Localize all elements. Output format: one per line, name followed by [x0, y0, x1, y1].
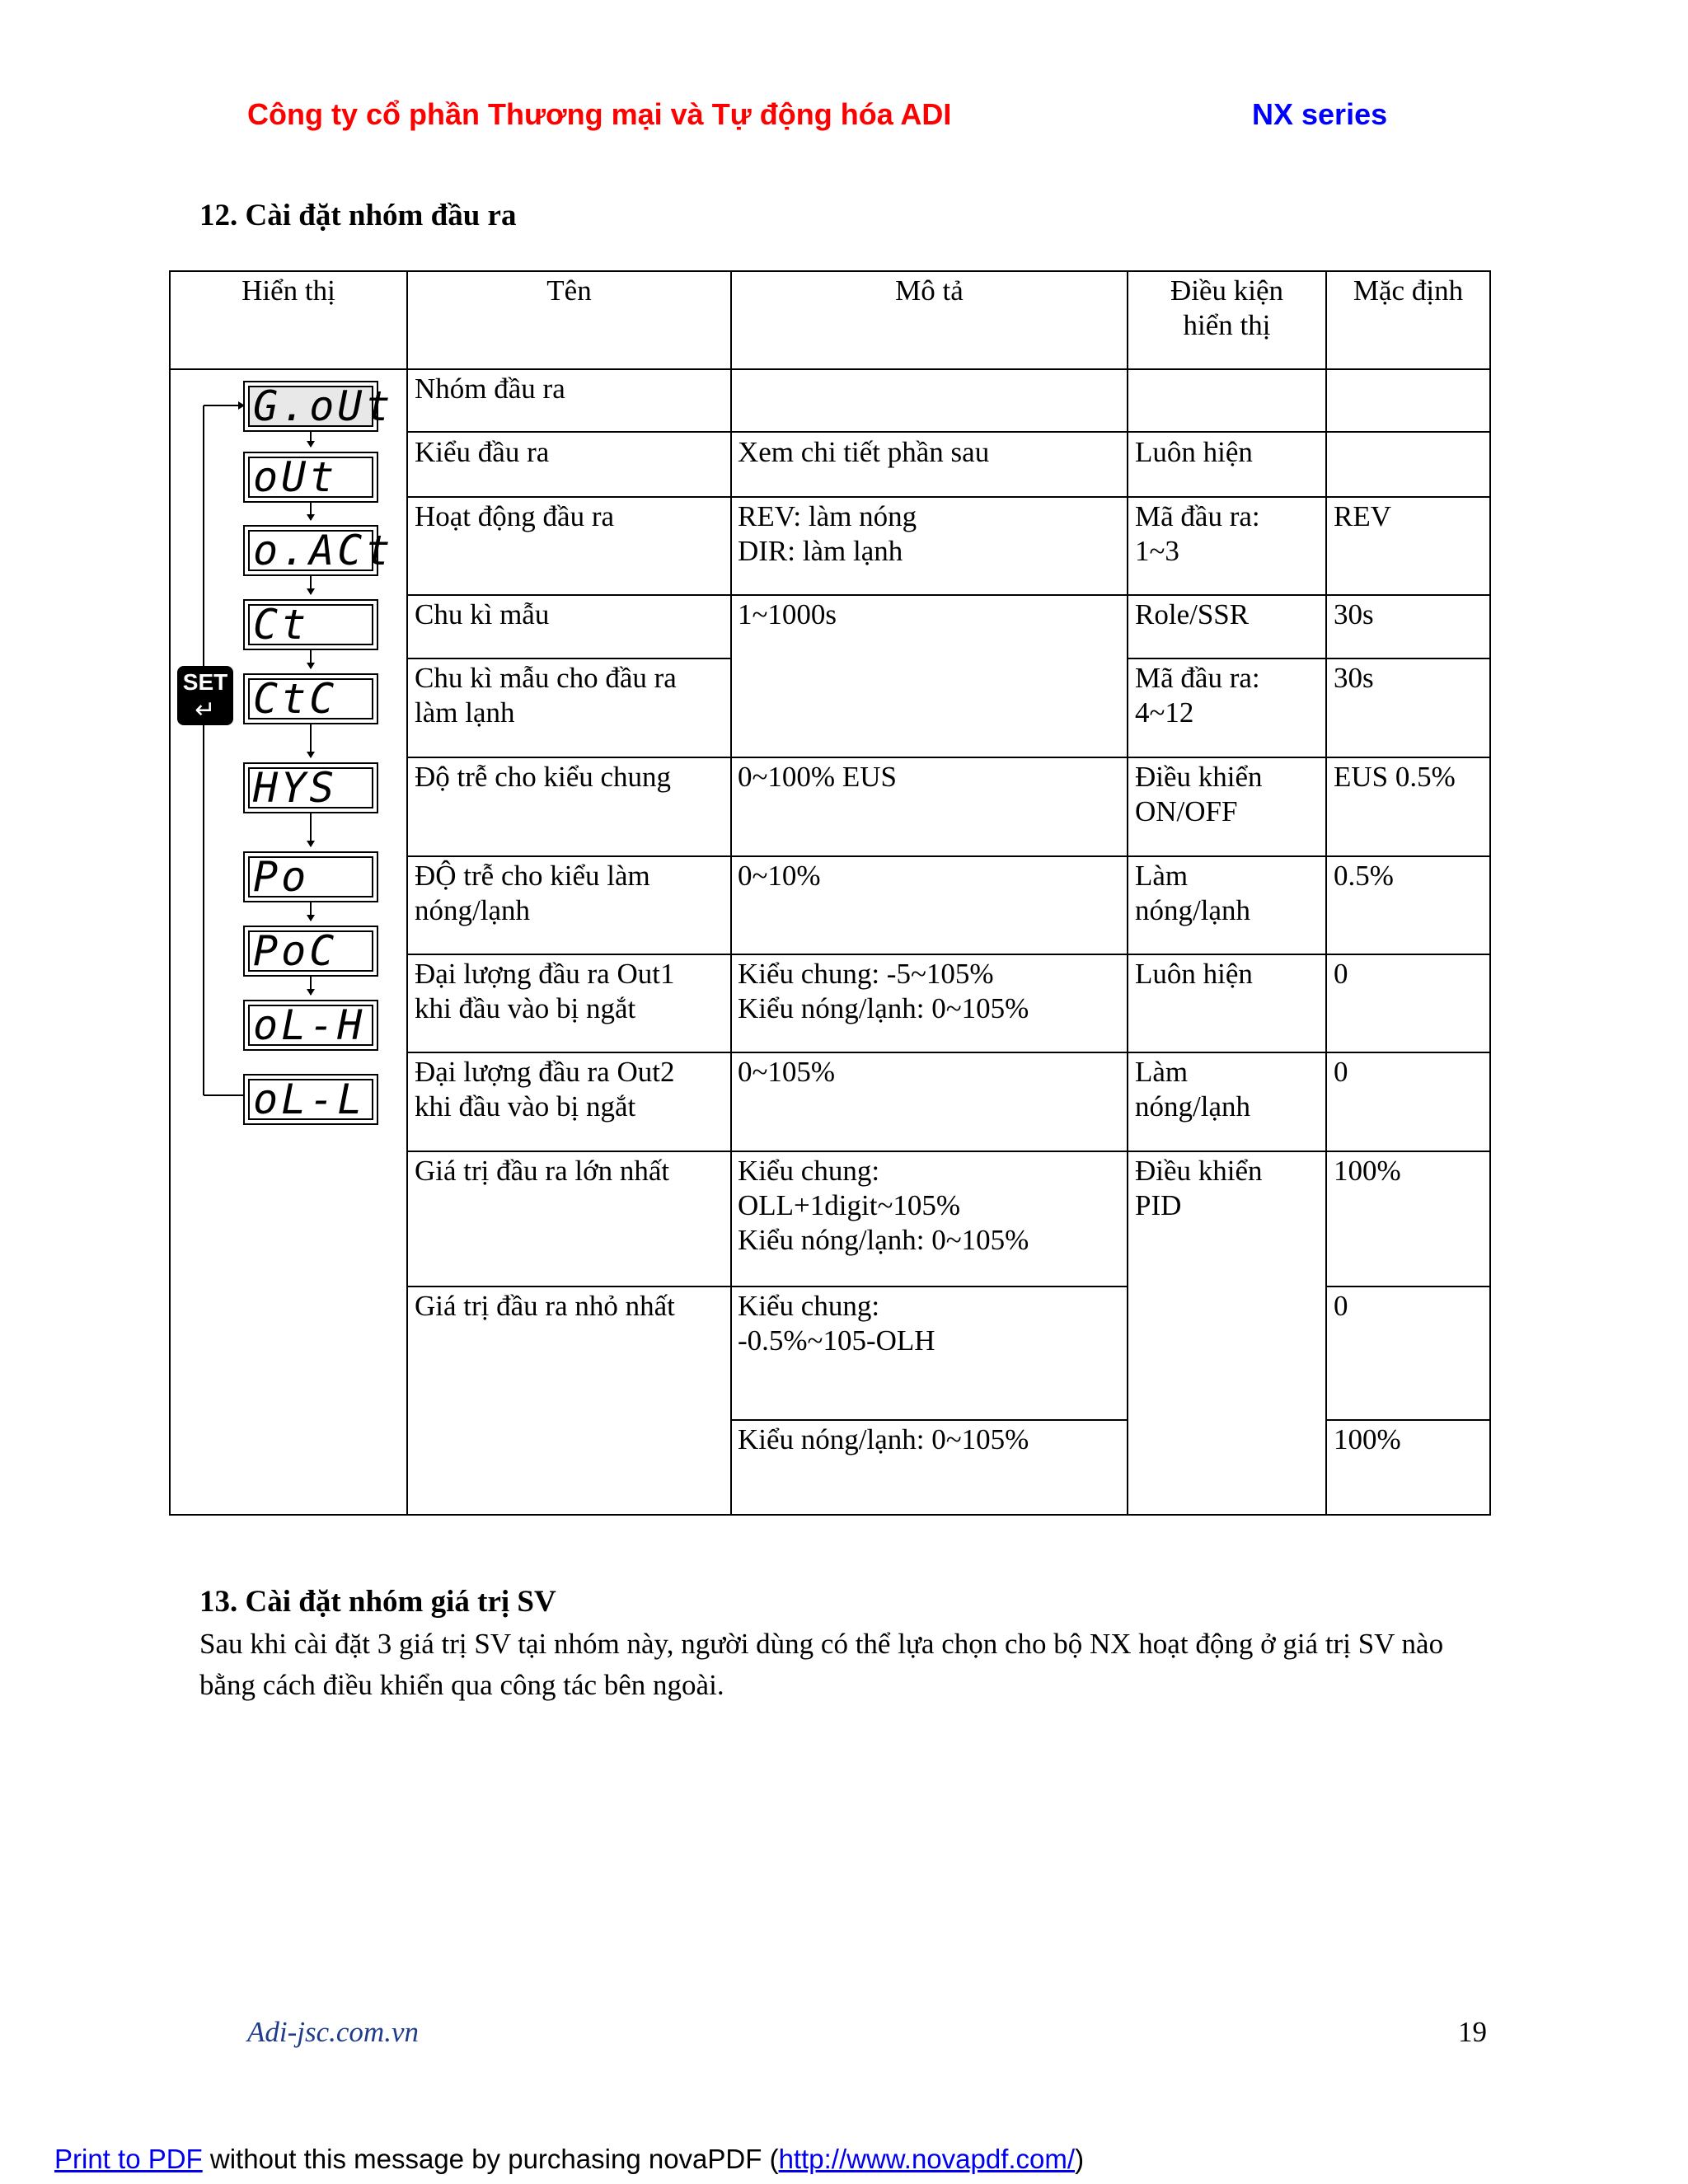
row-2-desc: REV: làm nóng DIR: làm lạnh — [738, 500, 917, 567]
row-8-name: Đại lượng đầu ra Out2 khi đầu vào bị ngắt — [415, 1056, 675, 1122]
row-6-name: ĐỘ trễ cho kiểu làm nóng/lạnh — [415, 860, 650, 926]
novapdf-text-end: ) — [1075, 2144, 1085, 2174]
row-6-default: 0.5% — [1334, 860, 1394, 892]
row-5-cond: Điều khiển ON/OFF — [1135, 761, 1263, 827]
row-2-cond: Mã đầu ra: 1~3 — [1135, 500, 1260, 567]
row-5-desc: 0~100% EUS — [738, 761, 897, 793]
row-9-desc: Kiểu chung: OLL+1digit~105% Kiểu nóng/lạnh: 0~105% — [738, 1155, 1029, 1256]
display-ol-l: oL-L — [243, 1074, 378, 1125]
display-out: oUt — [243, 452, 378, 503]
page-number: 19 — [1458, 2016, 1487, 2048]
row-9-default: 100% — [1334, 1155, 1401, 1187]
display-poc: PoC — [243, 926, 378, 977]
row-8-cond: Làm nóng/lạnh — [1135, 1056, 1250, 1122]
series-name: NX series — [1252, 97, 1388, 131]
row-1-cond: Luôn hiện — [1135, 436, 1253, 468]
set-key-icon: SET ↵ — [177, 666, 233, 725]
row-9-name: Giá trị đầu ra lớn nhất — [415, 1155, 670, 1187]
section-13-title: 13. Cài đặt nhóm giá trị SV — [199, 1585, 556, 1619]
row-11-default: 100% — [1334, 1423, 1401, 1455]
row-4-cond: Mã đầu ra: 4~12 — [1135, 662, 1260, 729]
row-10-desc: Kiểu chung: -0.5%~105-OLH — [738, 1290, 935, 1357]
row-2-default: REV — [1334, 500, 1391, 532]
row-3-cond: Role/SSR — [1135, 598, 1250, 630]
display-ol-h: oL-H — [243, 1000, 378, 1051]
row-5-name: Độ trễ cho kiểu chung — [415, 761, 672, 793]
row-3-desc: 1~1000s — [738, 598, 837, 630]
row-2-name: Hoạt động đầu ra — [415, 500, 615, 532]
novapdf-text: without this message by purchasing novaPDF ( — [202, 2144, 779, 2174]
section-12-title: 12. Cài đặt nhóm đầu ra — [199, 199, 517, 232]
column-header-name: Tên — [546, 274, 592, 307]
column-header-condition: Điều kiện hiển thị — [1170, 274, 1284, 341]
display-ctc: CtC — [243, 673, 378, 724]
row-7-cond: Luôn hiện — [1135, 958, 1253, 990]
row-3-default: 30s — [1334, 598, 1374, 630]
row-8-desc: 0~105% — [738, 1056, 836, 1088]
section-13-body: Sau khi cài đặt 3 giá trị SV tại nhóm này, người dùng có thể lựa chọn cho bộ NX hoạt động ở giá trị SV nào bằng cách điều khiển qua công tác bên ngoài. — [199, 1628, 1444, 1701]
novapdf-url-link[interactable]: http://www.novapdf.com/ — [778, 2144, 1076, 2174]
row-3-name: Chu kì mẫu — [415, 598, 550, 630]
row-4-name: Chu kì mẫu cho đầu ra làm lạnh — [415, 662, 677, 729]
display-ct: Ct — [243, 599, 378, 650]
row-7-default: 0 — [1334, 958, 1348, 990]
footer-website: Adi-jsc.com.vn — [247, 2016, 419, 2048]
company-name: Công ty cổ phần Thương mại và Tự động hóa ADI — [247, 97, 952, 131]
column-header-display: Hiển thị — [241, 274, 335, 307]
display-o-act: o.ACt — [243, 525, 378, 576]
display-g-out: G.oUt — [243, 381, 378, 432]
row-6-desc: 0~10% — [738, 860, 821, 892]
row-8-default: 0 — [1334, 1056, 1348, 1088]
novapdf-banner — [54, 2144, 1084, 2175]
row-0-name: Nhóm đầu ra — [415, 373, 565, 405]
row-1-name: Kiểu đầu ra — [415, 436, 550, 468]
print-to-pdf-link[interactable]: Print to PDF — [54, 2144, 203, 2174]
row-5-default: EUS 0.5% — [1334, 761, 1456, 793]
row-4-default: 30s — [1334, 662, 1374, 694]
display-hys: HYS — [243, 762, 378, 813]
row-10-name: Giá trị đầu ra nhỏ nhất — [415, 1290, 675, 1322]
row-10-default: 0 — [1334, 1290, 1348, 1322]
row-7-name: Đại lượng đầu ra Out1 khi đầu vào bị ngắt — [415, 958, 675, 1024]
row-7-desc: Kiểu chung: -5~105% Kiểu nóng/lạnh: 0~105% — [738, 958, 1029, 1024]
display-po: Po — [243, 851, 378, 902]
enter-icon: ↵ — [195, 696, 216, 724]
row-6-cond: Làm nóng/lạnh — [1135, 860, 1250, 926]
column-header-description: Mô tả — [895, 274, 964, 307]
row-11-desc: Kiểu nóng/lạnh: 0~105% — [738, 1423, 1029, 1455]
row-1-desc: Xem chi tiết phần sau — [738, 436, 990, 468]
row-9-cond: Điều khiển PID — [1135, 1155, 1263, 1221]
column-header-default: Mặc định — [1353, 274, 1464, 307]
